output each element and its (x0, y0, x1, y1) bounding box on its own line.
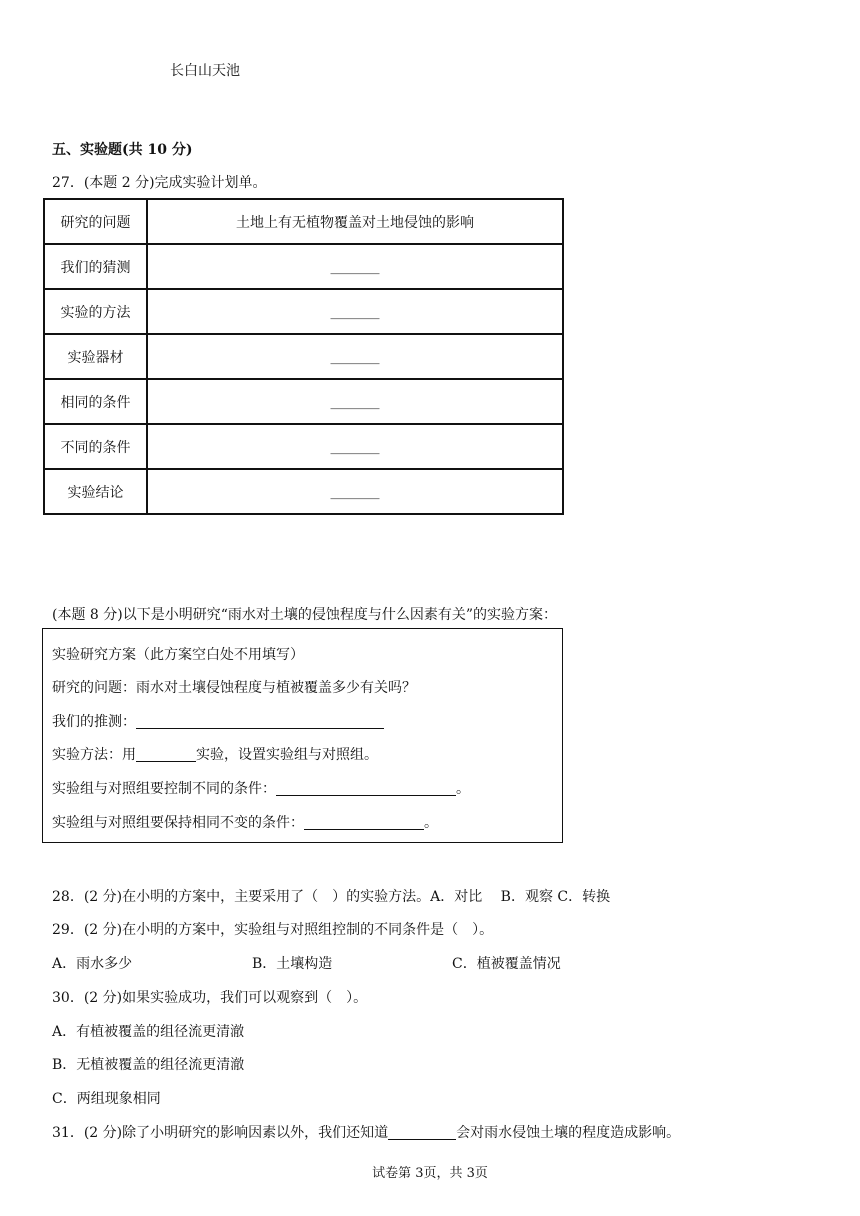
q29-option-c: C．植被覆盖情况 (452, 956, 561, 972)
row-value: _______ (147, 469, 563, 514)
row-value: _______ (147, 289, 563, 334)
plan-method-b: 实验，设置实验组与对照组。 (196, 747, 378, 763)
period: 。 (424, 815, 438, 831)
plan-diff-label: 实验组与对照组要控制不同的条件： (52, 781, 276, 797)
row-value: 土地上有无植物覆盖对土地侵蚀的影响 (147, 199, 563, 244)
q31-text-b: 会对雨水侵蚀土壤的程度造成影响。 (456, 1125, 681, 1141)
row-value: _______ (147, 424, 563, 469)
plan-guess-line (52, 711, 384, 731)
q29-option-b: B．土壤构造 (252, 956, 333, 972)
answer-blank (276, 781, 456, 796)
plan-title: 实验研究方案（此方案空白处不用填写） (52, 647, 304, 663)
plan-diff-line (52, 778, 470, 798)
answer-blank (136, 714, 384, 729)
table-row (44, 244, 563, 289)
row-label: 相同的条件 (44, 379, 147, 424)
row-label: 实验的方法 (44, 289, 147, 334)
period: 。 (456, 781, 470, 797)
answer-blank (304, 815, 424, 830)
table-row (44, 334, 563, 379)
plan-box (42, 628, 563, 843)
row-label: 不同的条件 (44, 424, 147, 469)
q31 (52, 1122, 680, 1142)
q29-option-a: A．雨水多少 (52, 956, 133, 972)
plan-method-a: 实验方法：用 (52, 747, 136, 763)
row-label: 实验结论 (44, 469, 147, 514)
q30-option-a: A．有植被覆盖的组径流更清澈 (52, 1024, 245, 1040)
experiment-plan-table (43, 198, 564, 515)
q31-text-a: 31．(2 分)除了小明研究的影响因素以外，我们还知道 (52, 1125, 389, 1141)
row-label: 实验器材 (44, 334, 147, 379)
answer-blank (388, 1125, 456, 1140)
row-label: 研究的问题 (44, 199, 147, 244)
table-row (44, 289, 563, 334)
row-value: _______ (147, 334, 563, 379)
intro-text: (本题 8 分)以下是小明研究“雨水对土壤的侵蚀程度与什么因素有关”的实验方案： (52, 607, 558, 623)
plan-same-line (52, 812, 438, 832)
top-caption: 长白山天池 (170, 63, 240, 79)
q29-stem: 29．(2 分)在小明的方案中，实验组与对照组控制的不同条件是（ ）。 (52, 922, 494, 938)
q30-option-c: C．两组现象相同 (52, 1091, 161, 1107)
plan-guess-label: 我们的推测： (52, 714, 136, 730)
row-label: 我们的猜测 (44, 244, 147, 289)
plan-same-label: 实验组与对照组要保持相同不变的条件： (52, 815, 304, 831)
table-row (44, 469, 563, 514)
answer-blank (136, 747, 196, 762)
q28: 28．(2 分)在小明的方案中，主要采用了（ ）的实验方法。A．对比 B．观察 C．转换 (52, 889, 611, 905)
q30-option-b: B．无植被覆盖的组径流更清澈 (52, 1057, 245, 1073)
table-row (44, 199, 563, 244)
q30-stem: 30．(2 分)如果实验成功，我们可以观察到（ ）。 (52, 990, 368, 1006)
plan-question: 研究的问题：雨水对土壤侵蚀程度与植被覆盖多少有关吗？ (52, 680, 416, 696)
row-value: _______ (147, 379, 563, 424)
table-row (44, 424, 563, 469)
plan-method-line (52, 744, 378, 764)
section-title: 五、实验题(共 10 分) (52, 142, 193, 158)
q27-stem: 27．(本题 2 分)完成实验计划单。 (52, 175, 267, 191)
page-footer: 试卷第 3页，共 3页 (372, 1166, 488, 1181)
row-value: _______ (147, 244, 563, 289)
table-row (44, 379, 563, 424)
